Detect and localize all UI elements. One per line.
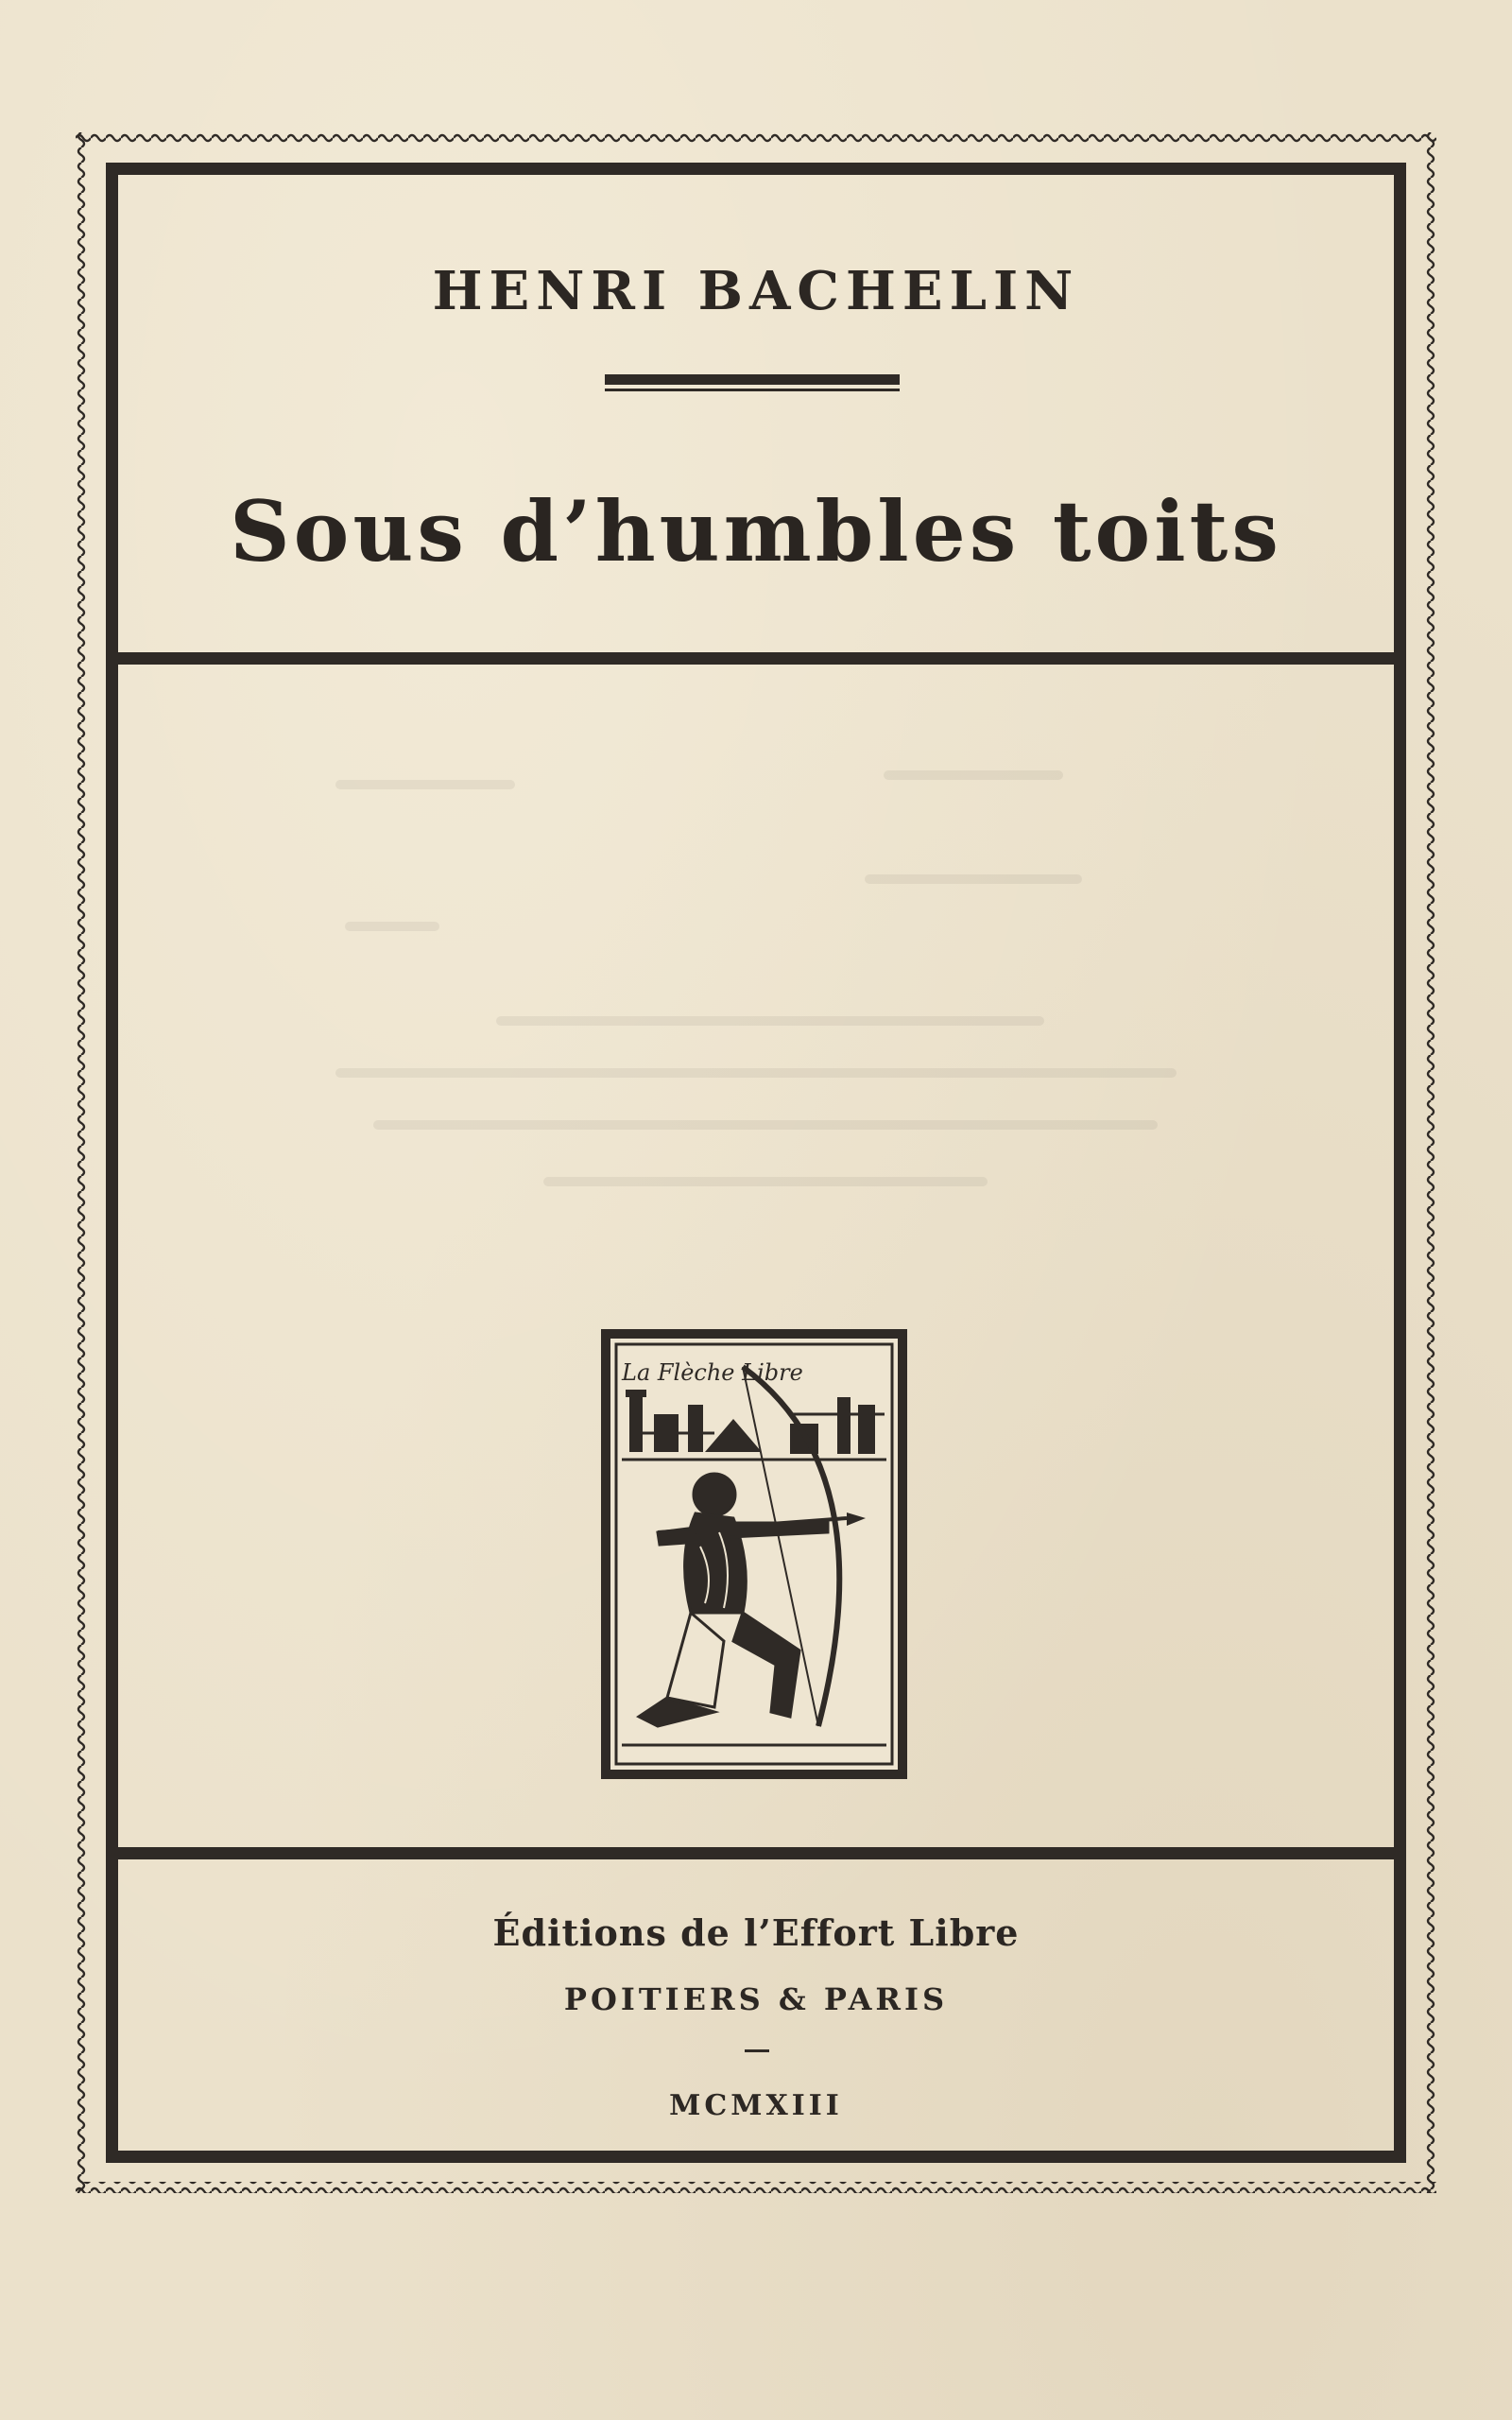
publisher-name: Éditions de l’Effort Libre [492, 1911, 1020, 1954]
publication-year: MCMXIII [669, 2089, 843, 2122]
publication-place: POITIERS & PARIS [563, 1981, 949, 2017]
author-name: HENRI BACHELIN [432, 260, 1080, 322]
book-title: Sous d’humbles toits [230, 482, 1282, 580]
show-through-texture [321, 747, 1210, 1238]
emblem-caption: La Flèche Libre [622, 1359, 803, 1386]
separator-dash [745, 2049, 769, 2052]
header-divider [106, 652, 1406, 665]
title-ornament-rule [605, 374, 900, 391]
footer-divider [106, 1847, 1406, 1859]
kneeling-archer-icon [601, 1329, 907, 1779]
